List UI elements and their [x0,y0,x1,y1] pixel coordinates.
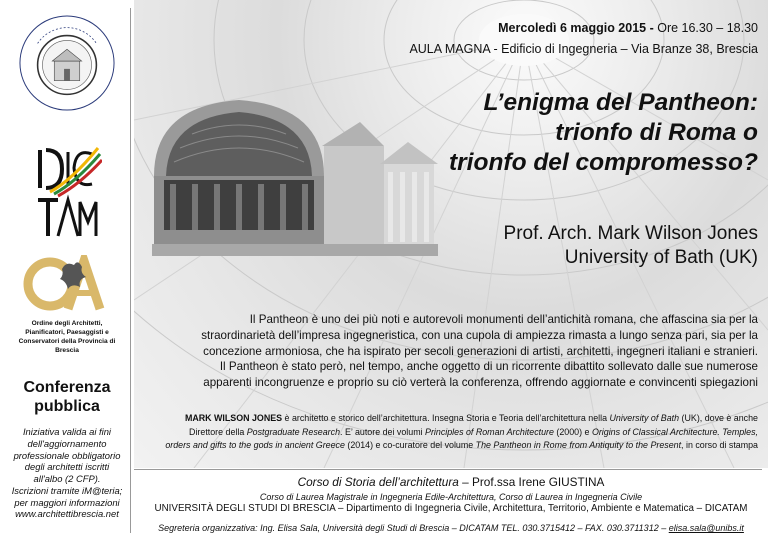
speaker-block [418,222,758,270]
bio-text: The Pantheon in Rome from Antiquity to the Present [475,440,682,451]
university-seal-logo [18,14,116,112]
speaker-bio [138,412,758,453]
order-line: Pianificatori, Paesaggisti e [25,328,109,336]
abstract-line: Il Pantheon è uno dei più noti e autorevoli monumenti dell’antichità romana, che affascina sia per la [249,313,758,326]
bio-line [138,439,758,453]
bio-text: , in corso di stampa [681,440,758,451]
bio-text: (2000) e [553,426,592,437]
note-line: per maggiori informazioni [14,496,120,508]
website-link[interactable]: www.architettibrescia.net [15,508,119,520]
order-line: Brescia [55,346,79,354]
poster-main [134,0,768,468]
degree-line: Corso di Laurea Magistrale in Ingegneria Edile-Architettura, Corso di Laurea in Ingegneria Civile [259,492,643,502]
secretary-text: Segreteria organizzativa: Ing. Elisa Sala, Università degli Studi di Brescia – DICATAM TEL. 030.3715412 – FAX. 030.3711312 – [158,523,669,533]
footer-divider [134,469,762,470]
note-line: professionale obbligatorio [13,449,121,461]
department-line: UNIVERSITÀ DEGLI STUDI DI BRESCIA – Dipartimento di Ingegneria Civile, Architettura, Territorio, Ambiente e Matematica – DICATAM [154,503,748,514]
bio-text: è architetto e storico dell’architettura. Insegna Storia e Teoria dell’architettura nella [282,413,610,423]
title-line: trionfo di Roma o [555,119,758,146]
accreditation-note [4,426,130,520]
bio-text: Postgraduate Research [246,426,341,437]
note-line: Iniziativa valida ai fini [22,426,112,437]
note-line: Iscrizioni tramite iM@teria; [11,484,123,496]
event-date [498,21,758,35]
course-professor: – Prof.ssa Irene GIUSTINA [458,475,605,489]
sidebar [0,0,134,543]
order-line: Ordine degli Architetti, [31,320,103,327]
secretary-line [134,522,768,534]
email-link[interactable]: elisa.sala@unibs.it [668,523,744,533]
bio-text: Direttore della [189,426,247,437]
bio-text: (2014) e co-curatore del volume [344,440,476,451]
event-location: AULA MAGNA - Edificio di Ingegneria – Via Branze 38, Brescia [409,42,758,56]
bio-text: orders and gifts to the gods in ancient Greece [165,440,345,451]
ordine-architetti-text [6,320,128,356]
bio-line [138,426,758,440]
title-line: trionfo del compromesso? [448,149,758,176]
speaker-name: Prof. Arch. Mark Wilson Jones [503,223,758,244]
event-time: Ore 16.30 – 18.30 [653,21,758,35]
dicatam-logo [32,140,102,240]
bio-text: University of Bath [609,413,680,423]
bio-line [138,412,758,426]
conference-heading-line: pubblica [34,398,100,416]
order-line: Conservatori della Provincia di [18,337,116,345]
conference-heading [4,378,130,416]
bio-name: MARK WILSON JONES [184,413,283,423]
abstract-line: straordinarietà dell’impresa ingegneristica, con una cupola di ampiezza rimasta a lungo senza pari, sia per la [201,328,758,342]
abstract-line: Il Pantheon è stato però, nel tempo, anche oggetto di un ricorrente dibattito sollevato dalle sue numerose [219,360,758,374]
conference-heading-line: Conferenza [23,379,111,396]
speaker-affiliation: University of Bath (UK) [564,247,758,268]
title-line: L’enigma del Pantheon: [483,89,758,116]
course-name: Corso di Storia dell’architettura [297,475,459,489]
note-line: all'albo (2 CFP). [33,473,101,484]
lecture-title [338,88,758,178]
event-date-bold: Mercoledì 6 maggio 2015 - [498,21,654,35]
ordine-architetti-logo [22,255,112,313]
note-line: dell'aggiornamento [27,437,107,449]
note-line: degli architetti iscritti [24,461,110,473]
course-line [134,475,768,489]
bio-text: (UK), dove è anche [679,413,758,423]
sidebar-divider [130,8,131,533]
bio-text: Origins of Classical Architecture. Temples, [591,426,758,437]
bio-text: . E’ autore dei volumi [340,426,426,437]
lecture-abstract [138,312,758,391]
abstract-line: concezione armoniosa, che ha ispirato per secoli generazioni di artisti, architetti, ingegneri italiani e stranieri. [203,344,758,358]
abstract-line: apparenti incongruenze e proprio su ciò verterà la conferenza, offrendo aggiornate e convincenti spiegazioni [203,376,758,390]
bio-text: Principles of Roman Architecture [425,426,554,437]
